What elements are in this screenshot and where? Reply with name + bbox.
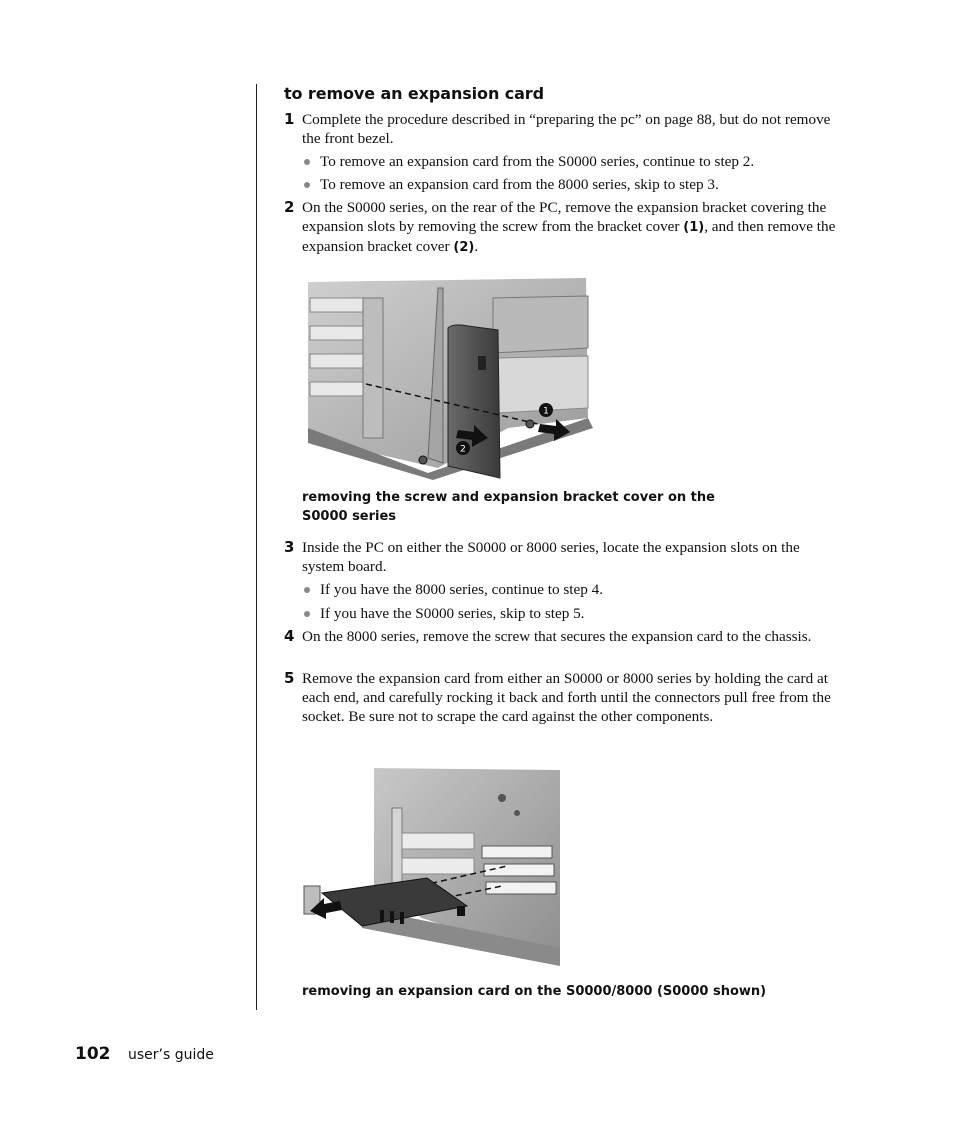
callout-ref-2: (2) bbox=[453, 240, 475, 255]
figure-2-caption: removing an expansion card on the S0000/8000 (S0000 shown) bbox=[302, 984, 767, 999]
bullet-icon bbox=[304, 182, 310, 188]
bullet-item: To remove an expansion card from the 8000 series, skip to step 3. bbox=[302, 175, 842, 194]
callout-2-label: 2 bbox=[460, 444, 466, 455]
step-number: 3 bbox=[284, 538, 295, 556]
callout-ref-1: (1) bbox=[683, 220, 705, 235]
margin-rule bbox=[256, 84, 257, 1010]
figure-bracket-removal bbox=[308, 278, 593, 480]
step-number: 5 bbox=[284, 669, 295, 687]
step-4 bbox=[284, 627, 844, 646]
section-heading: to remove an expansion card bbox=[284, 84, 544, 103]
bullet-icon bbox=[304, 587, 310, 593]
step-number: 2 bbox=[284, 198, 295, 216]
step-1 bbox=[284, 110, 844, 148]
step-text: Inside the PC on either the S0000 or 8000 series, locate the expansion slots on the system board. bbox=[302, 539, 800, 575]
step-number: 4 bbox=[284, 627, 295, 645]
page-number: 102 bbox=[75, 1044, 111, 1064]
bullet-icon bbox=[304, 611, 310, 617]
bullet-item: To remove an expansion card from the S0000 series, continue to step 2. bbox=[302, 152, 842, 171]
step-text: On the S0000 series, on the rear of the PC, remove the expansion bracket covering the expansion slots by removing the screw from the bracket cover (1), and then remove the expansion bracket cover (2). bbox=[302, 199, 836, 255]
bullet-item: If you have the 8000 series, continue to step 4. bbox=[302, 580, 842, 599]
step-2 bbox=[284, 198, 844, 257]
step-number: 1 bbox=[284, 110, 295, 128]
bullet-icon bbox=[304, 159, 310, 165]
callout-1-label: 1 bbox=[543, 406, 549, 417]
footer-label: user’s guide bbox=[128, 1047, 214, 1063]
step-text: Complete the procedure described in “preparing the pc” on page 88, but do not remove the front bezel. bbox=[302, 111, 831, 147]
figure-1-caption: removing the screw and expansion bracket cover on the S0000 series bbox=[302, 490, 715, 524]
step-5 bbox=[284, 669, 844, 726]
figure-card-removal bbox=[302, 768, 564, 968]
step-3 bbox=[284, 538, 844, 576]
step-text: Remove the expansion card from either an S0000 or 8000 series by holding the card at each end, and carefully rocking it back and forth until the connectors pull free from the socket. Be sure not to scrape the card against the other components. bbox=[302, 670, 831, 725]
bullet-item: If you have the S0000 series, skip to step 5. bbox=[302, 604, 842, 623]
step-text: On the 8000 series, remove the screw that secures the expansion card to the chassis. bbox=[302, 628, 812, 645]
